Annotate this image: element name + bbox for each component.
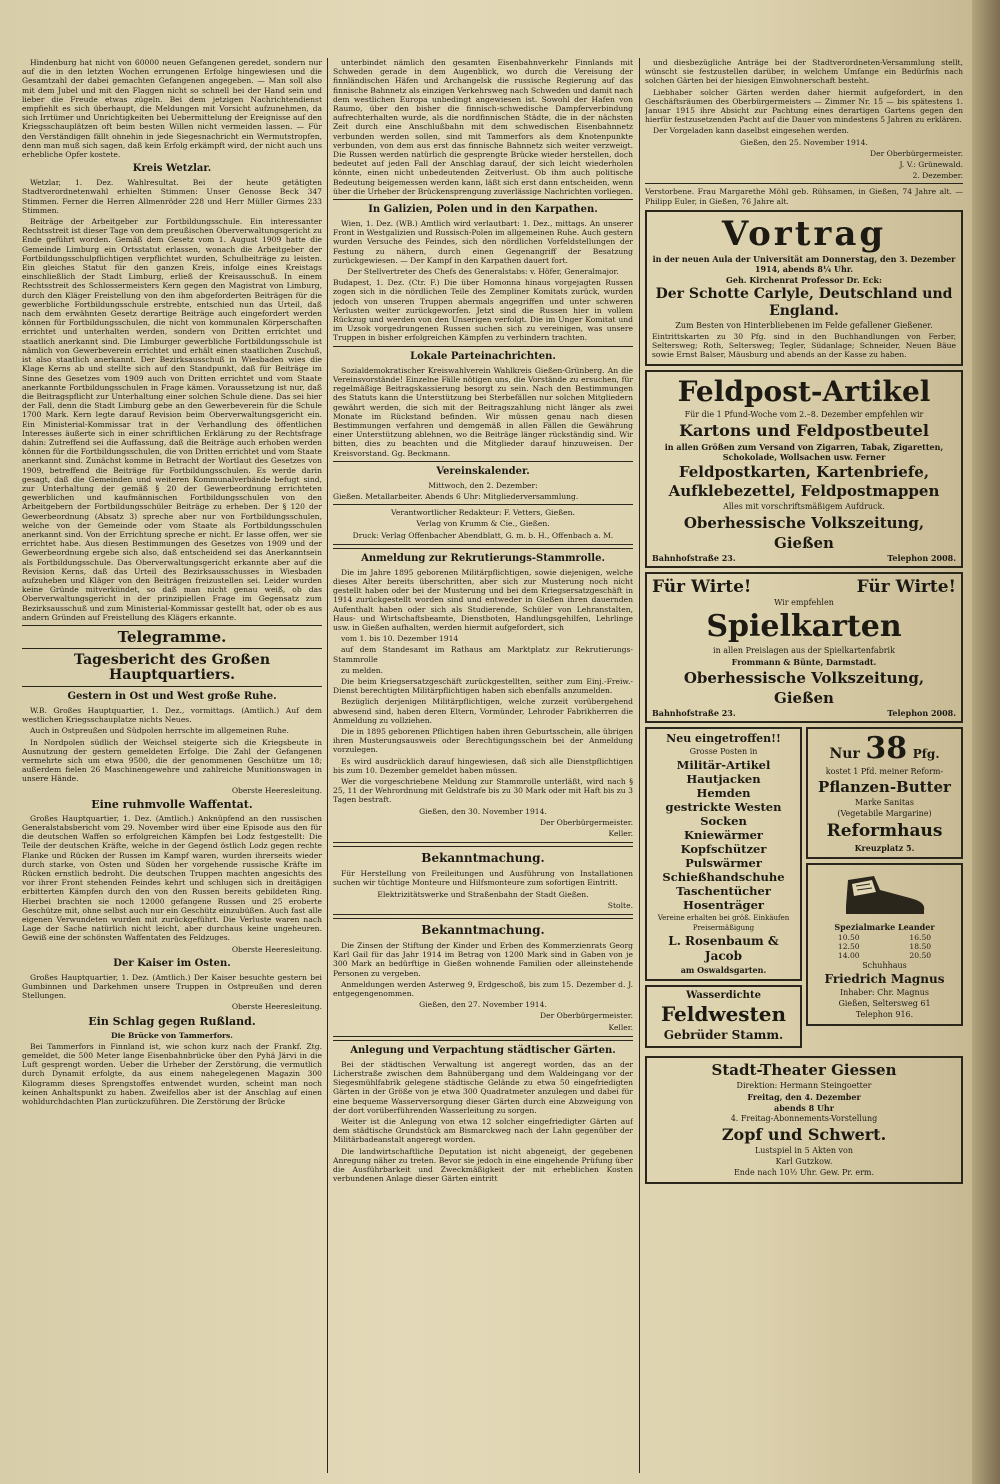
paragraph: Beiträge der Arbeitgeber zur Fortbildungsschule. Ein interessanter Rechtsstreit ist dieser Tage von dem preußischen Oberverwaltungsgericht zu Ende geführt worden. Gemäß dem Gesetz vom 1. August 1909 hatte die Gemeinde Limburg ein Ortsstatut erlassen, wonach die Arbeitgeber der Fortbildungsschulpflichtigen verpflichtet wurden, Schulbeiträge zu leisten. Ein gleiches Statut für den ganzen Kreis, infolge eines Kreistags einschließlich der Stadt Limburg, erließ der Kreisausschuß. In einem Rechtsstreit des Schlossermeisters Kern gegen den Magistrat von Limburg, durch den Kläger Freistellung von den ihm abgeforderten Beiträgen für die gewerbliche Fortbildungsschule erstrebte, entschied nun das Urteil, daß nach dem erwähnten Gesetz derartige Beiträge auch eingefordert werden können für Fortbildungsschulen, die nicht von kommunalen Körperschaften errichtet und unterhalten werden, sondern von Dritten errichtet und staatlich anerkannt sind. Die Limburger gewerbliche Fortbildungsschule ist nämlich von Gewerbeverein errichtet und erhält einen staatlichen Zuschuß, ist also staatlich anerkannt. Der Bezirksausschuß in Wiesbaden wies die Klage Kerns ab und stellte sich auf den Standpunkt, daß für Beiträge im Sinne des Gesetzes vom 1909 auch von Dritten errichtet und vom Staate anerkannte Fortbildungsschulen in Frage kämen. Voraussetzung ist nur, daß die Beitragspflicht zur Unterhaltung einer solchen Schule diene. Das sei hier der Fall, denn die Stadt Limburg gebe an den Gewerbeverein für die Schule 1700 Mark. Kern legte darauf Revision beim Oberverwaltungsgericht ein. Ein Ministerial-Kommissar trat in der Verhandlung des öffentlichen Interesses äußerte sich in einer schriftlichen Erklärung zu der Rechtsfrage dahin: Zutreffend sei die Auffassung, daß die Beiträge auch erhoben werden können für die Fortbildungsschulen, die von Dritten errichtet und vom Staate anerkannt sind. Zunächst komme in Betracht der Wortlaut des Gesetzes von 1909, betreffend die Beiträge für Fortbildungsschulen. Es werde darin gesagt, daß die Gemeinden und weiteren Kommunalverbände befugt sind, zur Unterhaltung der gemäß § 20 der Gewerbeordnung errichteten gewerblichen und kaufmännischen Fortbildungsschulen von den Arbeitgebern der Fortbildungsschüler Beiträge zu erheben. Der § 120 der Gewerbeordnung (Absatz 3) spreche aber nur von Fortbildungsschulen, welche von der Gemeinde oder vom Staate als Fortbildungsschulen anerkannt sind. Von der Errichtung spreche er nicht. Er lasse offen, wer sie errichtet habe. Aus diesen Bestimmungen des Gesetzes von 1909 und der Gewerbeordnung ergebe sich also, daß entscheidend sei das Anerkanntsein als Fortbildungsschule. Das Oberverwaltungsgericht erkannte aber auf die Revision Kerns, daß das Urteil des Bezirksausschusses in Wiesbaden aufzuheben und Kläger von den Beiträgen freizustellen sei. Leider wurden keine Gründe mitverkündet, so daß man nicht genau weiß, ob das Oberverwaltungsgericht in der prinzipiellen Frage im Gegensatz zum Bezirksausschuß und zum Ministerial-Kommissar gestellt hat, oder ob es aus andern Gründen auf Freistellung des Klägers erkannte. bbox=[22, 217, 322, 622]
ad-contact bbox=[652, 553, 956, 563]
lokale-heading: Lokale Parteinachrichten. bbox=[410, 350, 556, 362]
vereinskalender-entry: Gießen. Metallarbeiter. Abends 6 Uhr: Mitgliederversammlung. bbox=[333, 491, 579, 501]
ad-phone: Telephon 2008. bbox=[887, 708, 956, 719]
ad-note: Vereine erhalten bei größ. Einkäufen Preisermäßigung bbox=[657, 914, 790, 933]
divider bbox=[333, 461, 633, 462]
ad-item: gestrickte Westen bbox=[665, 800, 782, 815]
notice-name: Stolte. bbox=[607, 900, 633, 910]
ad-address: Bahnhofstraße 23. bbox=[652, 708, 736, 719]
ad-schuhhaus bbox=[806, 863, 963, 1026]
ad-phone: Telephon 916. bbox=[855, 1010, 914, 1020]
verstorbene: Verstorbene. Frau Margarethe Möhl geb. Rühsamen, in Gießen, 74 Jahre alt. — Philipp Euler, in Gießen, 76 Jahre alt. bbox=[645, 187, 963, 206]
ad-shop: Reformhaus bbox=[826, 821, 943, 842]
ad-line: Alles mit vorschriftsmäßigem Aufdruck. bbox=[723, 502, 885, 512]
notice-date: Gießen, den 27. November 1914. bbox=[419, 1000, 547, 1010]
ad-item: Socken bbox=[700, 814, 747, 829]
notice-name: J. V.: Grünewald. bbox=[899, 160, 963, 170]
ad-kind: Schuhhaus bbox=[862, 961, 907, 971]
ad-line: in der neuen Aula der Universität am Donnerstag, den 3. Dezember 1914, abends 8¼ Uhr. bbox=[652, 253, 956, 274]
ad-line: Ende nach 10½ Uhr. Gew. Pr. erm. bbox=[733, 1168, 875, 1178]
ad-item: Hosenträger bbox=[683, 898, 764, 913]
waffentat-heading: Eine ruhmvolle Waffentat. bbox=[91, 797, 253, 811]
ad-item: Militär-Artikel bbox=[676, 758, 771, 773]
price-row bbox=[813, 933, 956, 942]
ad-brand: Marke Sanitas bbox=[855, 798, 914, 808]
ad-publisher: Oberhessische Volkszeitung, Gießen bbox=[683, 514, 925, 553]
ad-product: Pflanzen-Butter bbox=[818, 778, 951, 797]
telegramme-heading: Telegramme. bbox=[117, 627, 227, 646]
impressum-line: Verlag von Krumm & Cie., Gießen. bbox=[416, 519, 550, 529]
paragraph: Die landwirtschaftliche Deputation ist nicht abgeneigt, der gegebenen Anregung näher zu treten. Bevor sie jedoch in eine eingehende Prüfung über die Ausführbarkeit und Zweckmäßigkeit der mit erheblichen Kosten verbundenen Anlage dieser Gärten eintritt bbox=[333, 1146, 633, 1184]
paragraph: Der Vorgeladen kann daselbst eingesehen werden. bbox=[653, 126, 849, 136]
ad-tickets: Eintrittskarten zu 30 Pfg. sind in den Buchhandlungen von Ferber, Seltersweg; Roth, Seltersweg; Tegler, Südanlage; Schneider, Neuen Bäue sowie Ernst Balser, Mäusburg und abends an der Kasse zu haben. bbox=[652, 331, 956, 360]
paragraph: Großes Hauptquartier, 1. Dez. (Amtlich.) Anknüpfend an den russischen Generalstabsbericht vom 29. November wird über eine Episode aus den für die deutschen Waffen so erfolgreichen Kämpfen bei Lodz festgestellt: Die Teile der deutschen Kräfte, welche in der Gegend östlich Lodz gegen rechte Flanke und Rücken der Russen im Kampf waren, wurden ihrerseits wieder durch starke, von Osten und Süden her vorgehende russische Kräfte im Rücken ernstlich bedroht. Die deutschen Truppen machten angesichts des vor ihrer Front stehenden Feindes kehrt und schlugen sich in dreitägigen erbitterten Kämpfen durch den von den Russen bereits gebildeten Ring. Hierbei brachten sie noch 12000 gefangene Russen und 25 eroberte Geschütze mit, ohne selbst auch nur ein Geschütz einzubüßen. Auch fast alle eigenen Verwundeten wurden mit zurückgeführt. Die Verluste waren nach Lage der Sache natürlich nicht leicht, aber durchaus keine ungeheuren. Gewiß eine der schönsten Waffentaten des Feldzuges. bbox=[22, 813, 322, 943]
kreis-heading: Kreis Wetzlar. bbox=[132, 163, 212, 175]
paragraph: auf dem Standesamt im Rathaus am Marktplatz zur Rekrutierungs-Stammrolle bbox=[333, 645, 633, 664]
gestern-heading: Gestern in Ost und West große Ruhe. bbox=[67, 690, 277, 702]
notice-name: Keller. bbox=[608, 1022, 633, 1032]
paragraph: Bei Tammerfors in Finnland ist, wie schon kurz nach der Frankf. Ztg. gemeldet, die 500 Meter lange Eisenbahnbrücke über den Pyhä Järvi in die Luft gesprengt worden. Ueber die Urheber der Zerstörung, die vermutlich durch Dynamit erfolgte, da aus einem nahegelegenen Magazin 300 Kilogramm dieses Sprengstoffes entwendet wurden, scheint man noch keinen Anhaltspunkt zu haben. Zweifellos aber ist der Anschlag auf einen wohldurchdachten Plan zurückzuführen. Die Zerstörung der Brücke bbox=[22, 1041, 322, 1107]
kreis-article bbox=[22, 178, 322, 622]
ad-title: Für Wirte! bbox=[856, 577, 956, 598]
schlag-heading: Ein Schlag gegen Rußland. bbox=[88, 1014, 256, 1028]
rekrutierung-heading: Anmeldung zur Rekrutierungs-Stammrolle. bbox=[361, 552, 605, 564]
paragraph: vom 1. bis 10. Dezember 1914 bbox=[341, 634, 459, 644]
gaerten-heading: Anlegung und Verpachtung städtischer Gärten. bbox=[350, 1044, 616, 1056]
paragraph: Bezüglich derjenigen Militärpflichtigen, welche zurzeit vorübergehend abwesend sind, haben deren Eltern, Vormünder, Lehroder Fabrikherren die Anmeldung zu vollziehen. bbox=[333, 697, 633, 725]
vereinskalender-date: Mittwoch, den 2. Dezember: bbox=[428, 480, 538, 490]
price-cell: 18.50 bbox=[909, 942, 932, 952]
paragraph: Liebhaber solcher Gärten werden daher hiermit aufgefordert, in den Geschäftsräumen des Oberbürgermeisters — Zimmer Nr. 15 — bis spätestens 1. Januar 1915 ihre Absicht zur Pachtung eines derartigen Gartens gegen den hierfür festzusetzenden Pacht auf die Dauer von mindestens 5 Jahren zu erklären. bbox=[645, 87, 963, 125]
paragraph: Die in 1895 geborenen Pflichtigen haben ihren Geburtsschein, alle übrigen ihren Musterungsausweis oder Berechtigungsschein bei der Anmeldung vorzulegen. bbox=[333, 726, 633, 755]
ad-price: 38 bbox=[865, 731, 908, 767]
ad-line: kostet 1 Pfd. meiner Reform- bbox=[825, 767, 944, 777]
ad-place: am Oswaldsgarten. bbox=[680, 965, 767, 976]
notice-date: Gießen, den 25. November 1914. bbox=[740, 137, 868, 147]
ad-play: Zopf und Schwert. bbox=[721, 1125, 887, 1145]
ad-address: Gießen, Seltersweg 61 bbox=[838, 999, 931, 1009]
ad-line: Wir empfehlen bbox=[774, 598, 834, 608]
ad-line: abends 8 Uhr bbox=[774, 1103, 834, 1114]
ad-contact bbox=[652, 708, 956, 718]
ad-speaker: Geh. Kirchenrat Professor Dr. Eck: bbox=[726, 274, 882, 285]
paragraph: Bei der städtischen Verwaltung ist angeregt worden, das an der Licherstraße zwischen dem Bahnübergang und dem Waldeingang vor der Siegesmühlfabrik gelegene städtische Gelände zu etwa 50 eingefriedigten Gärten in der Größe von je etwa 300 Quadratmeter anzulegen und dabei für eine bequeme Wasserversorgung dieser Gärten durch eine Abzweigung von der dort vorüberführenden Wasserleitung zu sorgen. bbox=[333, 1059, 633, 1115]
ad-nur: Nur bbox=[829, 746, 860, 763]
paragraph: Wien, 1. Dez. (WB.) Amtlich wird verlautbart: 1. Dez., mittags. An unserer Front in Westgalizien und Russisch-Polen im allgemeinen Ruhe. Auch gestern wurden Versuche des Feindes, sich den nördlichen Vorfeldstellungen der Festung zu nähern, durch einen Gegenangriff der Besatzung zurückgewiesen. — Der Kampf in den Karpathen dauert fort. bbox=[333, 219, 633, 265]
ad-head: Neu eingetroffen!! bbox=[666, 732, 781, 746]
notice-signature: Elektrizitätswerke und Straßenbahn der Stadt Gießen. bbox=[377, 889, 589, 899]
ad-item: Kopfschützer bbox=[680, 842, 767, 857]
lokale-article bbox=[333, 366, 633, 458]
vereinskalender-heading: Vereinskalender. bbox=[436, 465, 530, 477]
gaerten-continuation bbox=[645, 58, 963, 136]
notice-signature: Der Oberbürgermeister. bbox=[540, 817, 633, 827]
divider bbox=[333, 1036, 633, 1041]
divider bbox=[333, 504, 633, 505]
divider bbox=[333, 914, 633, 919]
price-table bbox=[813, 933, 956, 960]
ad-vortrag bbox=[645, 210, 963, 367]
ad-owner: Inhaber: Chr. Magnus bbox=[840, 988, 929, 998]
ad-firm: L. Rosenbaum & Jacob bbox=[668, 934, 779, 964]
ad-title: Vortrag bbox=[721, 213, 887, 254]
ad-line: Aufklebezettel, Feldpostmappen bbox=[668, 482, 940, 501]
paragraph: Auch in Ostpreußen und Südpolen herrschte im allgemeinen Ruhe. bbox=[30, 726, 289, 736]
divider bbox=[333, 346, 633, 347]
paragraph: zu melden. bbox=[341, 665, 384, 675]
ad-item: Taschentücher bbox=[676, 884, 771, 899]
ad-address: Bahnhofstraße 23. bbox=[652, 553, 736, 564]
ad-line: Grosse Posten in bbox=[689, 747, 758, 757]
notice-name: Keller. bbox=[608, 829, 633, 839]
paragraph: Weiter ist die Anlegung von etwa 12 solcher eingefriedigter Gärten auf dem städtische Grundstück am Bismarckweg nach der Lahn gegenüber der Militärbadeanstalt angeregt worden. bbox=[333, 1117, 633, 1145]
signature: Oberste Heeresleitung. bbox=[231, 785, 322, 795]
price-cell: 10.50 bbox=[837, 933, 860, 943]
signature: Der Stellvertreter des Chefs des Generalstabs: v. Höfer, Generalmajor. bbox=[347, 267, 619, 277]
ad-topic: Der Schotte Carlyle, Deutschland und England. bbox=[655, 285, 953, 319]
paragraph: Für Herstellung von Freileitungen und Ausführung von Installationen suchen wir tüchtige Monteure und Hilfsmonteure zum sofortigen Eintritt. bbox=[333, 869, 633, 888]
ad-item: Kniewärmer bbox=[684, 828, 763, 843]
ad-address: Kreuzplatz 5. bbox=[854, 843, 915, 854]
ad-title: Für Wirte! bbox=[652, 577, 752, 598]
ad-product: Feldwesten bbox=[660, 1002, 787, 1027]
ad-name: Friedrich Magnus bbox=[824, 972, 945, 987]
schlag-article bbox=[22, 1042, 322, 1106]
ad-item: Hautjacken bbox=[686, 772, 761, 787]
paragraph: W.B. Großes Hauptquartier, 1. Dez., vormittags. (Amtlich.) Auf dem westlichen Kriegsschauplatze nichts Neues. bbox=[22, 705, 322, 725]
galizien-heading: In Galizien, Polen und in den Karpathen. bbox=[368, 204, 598, 216]
signature: Oberste Heeresleitung. bbox=[231, 1002, 322, 1012]
column-1 bbox=[22, 58, 322, 1108]
impressum-line: Druck: Verlag Offenbacher Abendblatt, G. m. b. H., Offenbach a. M. bbox=[352, 530, 614, 540]
ad-line: Lustspiel in 5 Akten von bbox=[754, 1146, 854, 1156]
bekanntmachung-1 bbox=[333, 869, 633, 887]
gaerten-notice bbox=[333, 1060, 633, 1184]
paragraph: In Nordpolen südlich der Weichsel steigerte sich die Kriegsbeute in Ausnutzung der gestern gemeldeten Erfolge. Die Zahl der Gefangenen vermehrte sich um etwa 9500, die der genommenen Geschütze um 18; außerdem fielen 26 Maschinengewehre und zahlreiche Munitionswagen in unsere Hände. bbox=[22, 737, 322, 784]
divider bbox=[22, 648, 322, 649]
price-cell: 12.50 bbox=[837, 942, 860, 952]
paragraph: Wer die vorgeschriebene Meldung zur Stammrolle unterläßt, wird nach § 25, 11 der Wehrordnung mit Geldstrafe bis zu 30 Mark oder mit Haft bis zu 3 Tagen bestraft. bbox=[333, 777, 633, 805]
ad-feldpost bbox=[645, 370, 963, 568]
ad-line: Feldpostkarten, Kartenbriefe, bbox=[678, 463, 930, 482]
paragraph: Anmeldungen werden Asterweg 9, Erdgeschoß, bis zum 15. Dezember d. J. entgegengenommen. bbox=[333, 979, 633, 999]
impressum-line: Verantwortlicher Redakteur: F. Vetters, Gießen. bbox=[391, 508, 575, 518]
shoe-icon bbox=[840, 870, 930, 920]
ad-maker: Frommann & Bünte, Darmstadt. bbox=[731, 657, 877, 668]
paragraph: unterbindet nämlich den gesamten Eisenbahnverkehr Finnlands mit Schweden gerade in dem Augenblick, wo durch die Vereisung der finnländischen Häfen und Archangelsk die russische Regierung auf das finnische Bahnnetz als einzigen Verkehrsweg nach Schweden und damit nach dem westlichen Europa unbedingt angewiesen ist. Sowohl der Hafen von Raumo, über den bisher die finnisch-schwedische Dampferverbindung aufrechterhalten wurde, als die nordfinnischen Städte, die in der nächsten Zeit durch eine Anschlußbahn mit dem schwedischen Eisenbahnnetz verbunden werden sollen, sind mit Tammerfors als dem Knotenpunkte verbunden, von dem aus erst das finnische Bahnnetz sich weiter verzweigt. Die Russen werden natürlich die gesprengte Brücke wieder herstellen, doch bedeutet auf jeden Fall der Anschlag darauf, der sich leicht wiederholen könnte, einen nicht unbedeutenden Zeitverlust. Ob ihm auch politische Bedeutung beigemessen werden kann, läßt sich erst dann entscheiden, wenn über die Urheber der Brückensprengung zuverlässige Nachrichten vorliegen. bbox=[333, 58, 633, 196]
paragraph: Es wird ausdrücklich darauf hingewiesen, daß sich alle Dienstpflichtigen bis zum 10. Dezember gemeldet haben müssen. bbox=[333, 756, 633, 775]
notice-signature: Der Oberbürgermeister. bbox=[540, 1011, 633, 1021]
tagesbericht-heading: Tagesbericht des Großen Hauptquartiers. bbox=[73, 651, 270, 683]
ad-product: Spielkarten bbox=[706, 609, 902, 645]
paragraph: Sozialdemokratischer Kreiswahlverein Wahlkreis Gießen-Grünberg. An die Vereinsvorstände! Einzelne Fälle nötigen uns, die Vorstände zu ersuchen, für regelmäßige Beitragskassierung besorgt zu sein. Nach den Bestimmungen des Statuts kann die Unterstützung bei Sterbefällen nur solchen Mitgliedern gewährt werden, die sich mit der Beitragszahlung nicht länger als zwei Monate im Rückstand befinden. Wir müssen genau nach diesen Bestimmungen verfahren und demgemäß in allen Fällen die Gewährung einer Unterstützung ablehnen, wo die Beiträge länger rückständig sind. Wir bitten, dies zu beachten und die Mitglieder darauf hinzuweisen. Der Kreisvorstand. Gg. Beckmann. bbox=[333, 365, 633, 458]
ad-line: Zum Besten von Hinterbliebenen im Felde gefallener Gießener. bbox=[675, 320, 933, 330]
signature: Oberste Heeresleitung. bbox=[231, 944, 322, 954]
schlag-subheading: Die Brücke von Tammerfors. bbox=[111, 1030, 233, 1040]
paragraph: Großes Hauptquartier, 1. Dez. (Amtlich.) Der Kaiser besuchte gestern bei Gumbinnen und Darkehmen unsere Truppen in Ostpreußen und deren Stellungen. bbox=[22, 972, 322, 1001]
ad-title-row bbox=[652, 577, 956, 597]
price-cell: 14.00 bbox=[837, 951, 860, 961]
ad-line: Direktion: Hermann Steingoetter bbox=[736, 1081, 872, 1091]
price-cell: 20.50 bbox=[909, 951, 932, 961]
gestern-article bbox=[22, 706, 322, 784]
kaiser-article bbox=[22, 973, 322, 1001]
notice-date: 2. Dezember. bbox=[912, 171, 963, 181]
waffentat-article bbox=[22, 814, 322, 943]
ad-grid bbox=[645, 727, 963, 1052]
divider bbox=[333, 842, 633, 847]
ad-publisher: Oberhessische Volkszeitung, Gießen bbox=[683, 669, 925, 708]
divider bbox=[333, 544, 633, 549]
paragraph: Die Zinsen der Stiftung der Kinder und Erben des Kommerzienrats Georg Karl Gail für das Jahr 1914 im Betrag von 1200 Mark sind in Gaben von je 300 Mark an bedürftige in Gießen wohnende Familien oder alleinstehende Personen zu vergeben. bbox=[333, 941, 633, 978]
column-rule bbox=[327, 58, 328, 1473]
bekanntmachung-heading: Bekanntmachung. bbox=[421, 851, 545, 866]
column-rule bbox=[639, 58, 640, 1473]
ad-line: Freitag, den 4. Dezember bbox=[747, 1092, 861, 1103]
ad-rosenbaum bbox=[645, 727, 802, 981]
ad-butter bbox=[806, 727, 963, 859]
divider bbox=[333, 199, 633, 200]
ad-title: Feldpost-Artikel bbox=[677, 375, 931, 409]
price-row bbox=[813, 951, 956, 960]
lead-article bbox=[22, 58, 322, 159]
ad-line: Kartons und Feldpostbeutel bbox=[679, 421, 929, 441]
ad-feldwesten bbox=[645, 985, 802, 1048]
ad-price-row bbox=[813, 732, 956, 766]
ad-line: in allen Preislagen aus der Spielkartenfabrik bbox=[713, 646, 895, 656]
ad-firm: Gebrüder Stamm. bbox=[663, 1028, 784, 1043]
divider bbox=[22, 625, 322, 626]
ad-wirte bbox=[645, 572, 963, 723]
ad-line: in allen Größen zum Versand von Zigarren, Tabak, Zigaretten, Schokolade, Wollsachen usw. Ferner bbox=[664, 442, 944, 463]
ad-line: Karl Gutzkow. bbox=[775, 1157, 833, 1167]
galizien-article bbox=[333, 219, 633, 265]
ad-line: Wasserdichte bbox=[686, 990, 761, 1002]
ad-title: Stadt-Theater Giessen bbox=[711, 1061, 897, 1080]
ad-unit: Pfg. bbox=[912, 747, 940, 762]
ad-brand2: (Vegetabile Margarine) bbox=[837, 809, 932, 819]
ad-line: Für die 1 Pfund-Woche vom 2.–8. Dezember empfehlen wir bbox=[684, 410, 924, 420]
column-3 bbox=[645, 58, 963, 1188]
ad-theater bbox=[645, 1056, 963, 1184]
ad-item: Pulswärmer bbox=[685, 856, 762, 871]
budapest-paragraph: Budapest, 1. Dez. (Ctr. F.) Die über Homonna hinaus vorgejagten Russen zogen sich in die nördlichen Teile des Zempliner Komitats zurück, wurden jedoch von unseren Truppen abermals angegriffen und unter schweren Verlusten weiter zurückgeworfen. Jetzt sind die Russen hier in vollem Rückzug und werden von den Unserigen verfolgt. Die im Unger Komitat und im Uzsok vorgedrungenen Russen suchen sich zu vereinigen, was unsere Truppen in bisher erfolgreichen Kämpfen zu verhindern trachten. bbox=[333, 278, 633, 343]
bruecke-continuation bbox=[333, 58, 633, 196]
paragraph: und diesbezügliche Anträge bei der Stadtverordneten-Versammlung stellt, wünscht sie festzustellen darüber, in welchem Umfange ein Bedürfnis nach solchen Gärten bei der hiesigen Einwohnerschaft besteht. bbox=[645, 58, 963, 86]
paragraph: Die im Jahre 1895 geborenen Militärpflichtigen, sowie diejenigen, welche dieses Alter bereits überschritten, aber sich zur Musterung noch nicht gestellt haben oder bei der Musterung und bei dem Kriegsersatzgeschäft in 1914 zurückgestellt worden sind und entweder in Gießen ihren dauernden Aufenthalt haben oder sich als Studierende, Schüler von Lehranstalten, Haus- und Wirtschaftsbeamte, Dienstboten, Handlungsgehilfen, Lehrlinge usw. in Gießen aufhalten, werden hiermit aufgefordert, sich bbox=[333, 567, 633, 632]
bekanntmachung-heading: Bekanntmachung. bbox=[421, 923, 545, 938]
column-2 bbox=[333, 58, 633, 1186]
page-edge bbox=[972, 0, 1000, 1484]
paragraph: Hindenburg hat nicht von 60000 neuen Gefangenen geredet, sondern nur auf die in den letzten Wochen errungenen Erfolge hingewiesen und die Gesamtzahl der dabei gemachten Gefangenen angegeben. — Man soll also mit dem Jubel und mit den Flaggen nicht so schnell bei der Hand sein und lieber die Freude etwas zügeln. Bei dem jetzigen Nachrichtendienst empfiehlt es sich überhaupt, die Meldungen mit Vorsicht aufzunehmen, da sich Irrtümer und Unrichtigkeiten bei Uebermittelung der Ereignisse auf den Kriegsschauplätzen oft beim besten Willen nicht vermeiden lassen. — Für den Verständigen fällt ohnehin in jede Siegesnachricht ein Wermutstropfen, denn man muß sich sagen, daß kein Erfolg erkämpft wird, der nicht auch uns erhebliche Opfer kostete. bbox=[22, 58, 322, 160]
ad-label: Spezialmarke Leander bbox=[834, 922, 935, 933]
rekrutierung-notice bbox=[333, 568, 633, 805]
impressum bbox=[333, 508, 633, 540]
ad-item: Hemden bbox=[696, 786, 751, 801]
bekanntmachung-2 bbox=[333, 941, 633, 998]
ad-grid-right bbox=[806, 727, 963, 1052]
paragraph: Wetzlar, 1. Dez. Wahlresultat. Bei der heute getätigten Stadtverordnetenwahl erhielten Stimmen: Unser Genosse Beck 347 Stimmen. Ferner die Herren Allmenröder 228 und Herr Müller Girmes 233 Stimmen. bbox=[22, 178, 322, 215]
divider bbox=[645, 183, 963, 184]
price-row bbox=[813, 942, 956, 951]
ad-item: Schießhandschuhe bbox=[662, 870, 785, 885]
paragraph: Die beim Kriegsersatzgeschäft zurückgestellten, seither zum Einj.-Freiw.-Dienst berechtigten Militärpflichtigen haben sich ebenfalls anzumelden. bbox=[333, 676, 633, 696]
ad-line: 4. Freitag-Abonnements-Vorstellung bbox=[730, 1114, 878, 1124]
ad-phone: Telephon 2008. bbox=[887, 553, 956, 564]
notice-date: Gießen, den 30. November 1914. bbox=[419, 806, 547, 816]
divider bbox=[22, 686, 322, 687]
ad-items bbox=[652, 758, 795, 912]
price-cell: 16.50 bbox=[909, 933, 932, 943]
notice-signature: Der Oberbürgermeister. bbox=[870, 148, 963, 158]
kaiser-heading: Der Kaiser im Osten. bbox=[113, 957, 231, 969]
ad-grid-left bbox=[645, 727, 802, 1052]
